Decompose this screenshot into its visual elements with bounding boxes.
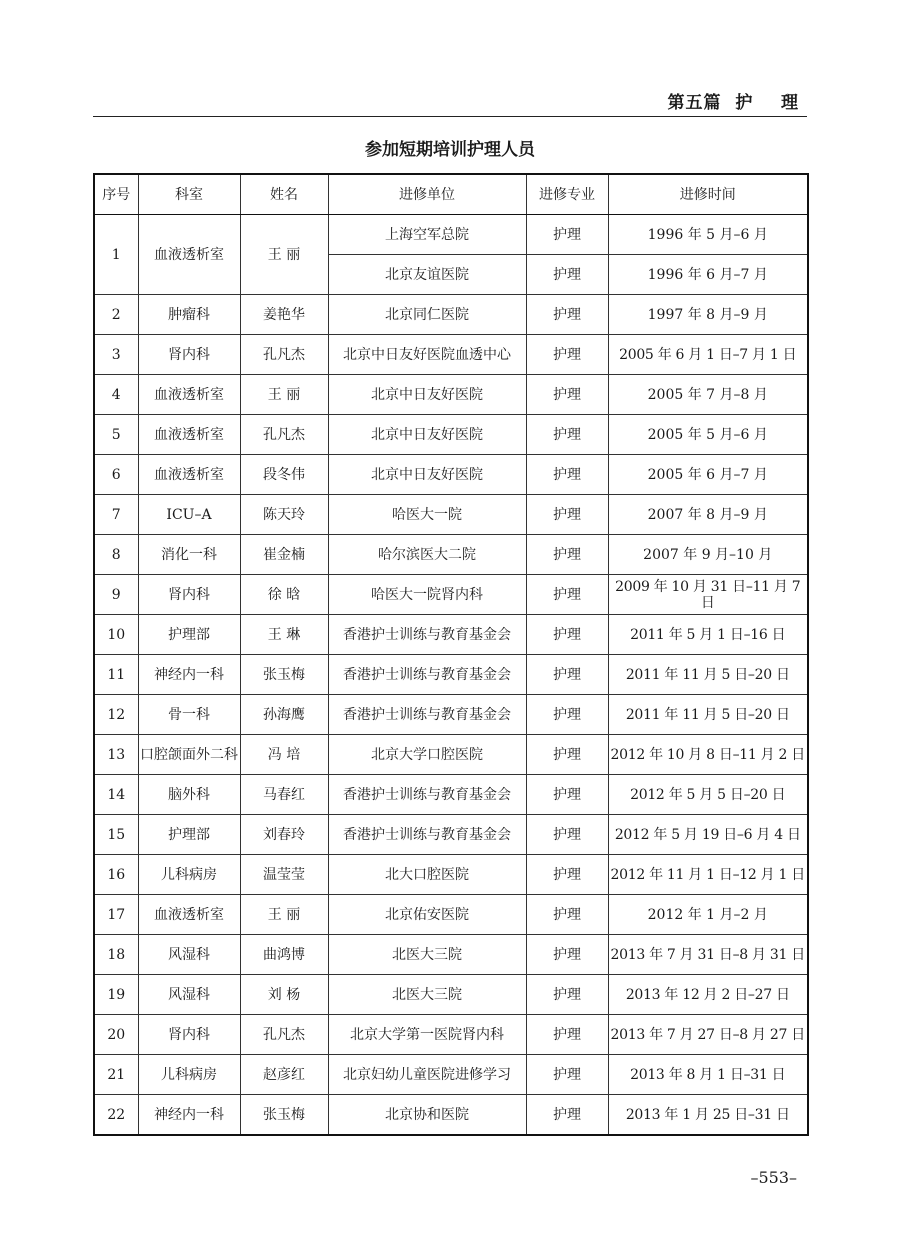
cell-name: 王 丽 xyxy=(240,215,328,295)
cell-unit: 北京友谊医院 xyxy=(328,255,526,295)
cell-number: 21 xyxy=(94,1055,138,1095)
cell-unit: 香港护士训练与教育基金会 xyxy=(328,775,526,815)
table-row xyxy=(94,775,808,815)
table-row xyxy=(94,415,808,455)
cell-major: 护理 xyxy=(526,735,608,775)
cell-number: 14 xyxy=(94,775,138,815)
cell-time: 2013 年 7 月 27 日–8 月 27 日 xyxy=(608,1015,808,1055)
cell-number: 3 xyxy=(94,335,138,375)
cell-unit: 香港护士训练与教育基金会 xyxy=(328,815,526,855)
cell-major: 护理 xyxy=(526,1015,608,1055)
cell-time: 2009 年 10 月 31 日–11 月 7 日 xyxy=(608,575,808,615)
table-row xyxy=(94,1015,808,1055)
table-row xyxy=(94,215,808,255)
cell-unit: 哈医大一院肾内科 xyxy=(328,575,526,615)
cell-time: 2005 年 6 月–7 月 xyxy=(608,455,808,495)
cell-major: 护理 xyxy=(526,415,608,455)
cell-number: 15 xyxy=(94,815,138,855)
column-header: 姓名 xyxy=(240,174,328,215)
running-head xyxy=(93,88,807,114)
cell-name: 姜艳华 xyxy=(240,295,328,335)
cell-time: 1996 年 5 月–6 月 xyxy=(608,215,808,255)
cell-major: 护理 xyxy=(526,775,608,815)
cell-unit: 北京中日友好医院血透中心 xyxy=(328,335,526,375)
cell-number: 20 xyxy=(94,1015,138,1055)
training-table xyxy=(93,173,809,1136)
table-row xyxy=(94,975,808,1015)
cell-name: 温莹莹 xyxy=(240,855,328,895)
cell-name: 赵彦红 xyxy=(240,1055,328,1095)
table-row xyxy=(94,335,808,375)
cell-department: 护理部 xyxy=(138,615,240,655)
cell-number: 19 xyxy=(94,975,138,1015)
cell-department: 肾内科 xyxy=(138,575,240,615)
table-row xyxy=(94,455,808,495)
cell-name: 王 丽 xyxy=(240,375,328,415)
header-rule xyxy=(93,116,807,117)
table-row xyxy=(94,295,808,335)
cell-unit: 北京同仁医院 xyxy=(328,295,526,335)
cell-time: 2012 年 1 月–2 月 xyxy=(608,895,808,935)
cell-department: 血液透析室 xyxy=(138,455,240,495)
cell-name: 马春红 xyxy=(240,775,328,815)
cell-department: 护理部 xyxy=(138,815,240,855)
cell-major: 护理 xyxy=(526,495,608,535)
cell-major: 护理 xyxy=(526,655,608,695)
cell-department: 神经内一科 xyxy=(138,1095,240,1136)
table-row xyxy=(94,575,808,615)
cell-name: 张玉梅 xyxy=(240,655,328,695)
table-title: 参加短期培训护理人员 xyxy=(365,140,535,160)
cell-number: 7 xyxy=(94,495,138,535)
cell-unit: 香港护士训练与教育基金会 xyxy=(328,615,526,655)
cell-unit: 北京大学口腔医院 xyxy=(328,735,526,775)
cell-department: 血液透析室 xyxy=(138,895,240,935)
cell-time: 2012 年 11 月 1 日–12 月 1 日 xyxy=(608,855,808,895)
cell-department: 肿瘤科 xyxy=(138,295,240,335)
table-row xyxy=(94,815,808,855)
cell-major: 护理 xyxy=(526,935,608,975)
cell-department: 肾内科 xyxy=(138,1015,240,1055)
cell-name: 孔凡杰 xyxy=(240,415,328,455)
table-row xyxy=(94,895,808,935)
table-row xyxy=(94,735,808,775)
cell-time: 2007 年 9 月–10 月 xyxy=(608,535,808,575)
cell-name: 王 丽 xyxy=(240,895,328,935)
cell-major: 护理 xyxy=(526,895,608,935)
cell-name: 孙海鹰 xyxy=(240,695,328,735)
table-row xyxy=(94,855,808,895)
cell-number: 9 xyxy=(94,575,138,615)
cell-time: 2013 年 8 月 1 日–31 日 xyxy=(608,1055,808,1095)
cell-unit: 北京佑安医院 xyxy=(328,895,526,935)
cell-major: 护理 xyxy=(526,535,608,575)
cell-time: 2005 年 7 月–8 月 xyxy=(608,375,808,415)
cell-time: 2011 年 11 月 5 日–20 日 xyxy=(608,655,808,695)
cell-department: 骨一科 xyxy=(138,695,240,735)
cell-department: 口腔颌面外二科 xyxy=(138,735,240,775)
cell-unit: 香港护士训练与教育基金会 xyxy=(328,695,526,735)
cell-name: 孔凡杰 xyxy=(240,335,328,375)
table-row xyxy=(94,615,808,655)
column-header: 进修单位 xyxy=(328,174,526,215)
cell-unit: 北医大三院 xyxy=(328,975,526,1015)
table-row xyxy=(94,495,808,535)
cell-unit: 北京中日友好医院 xyxy=(328,415,526,455)
cell-major: 护理 xyxy=(526,815,608,855)
cell-time: 1997 年 8 月–9 月 xyxy=(608,295,808,335)
page-number: –553– xyxy=(750,1168,797,1187)
cell-time: 2013 年 12 月 2 日–27 日 xyxy=(608,975,808,1015)
table-row xyxy=(94,695,808,735)
cell-number: 22 xyxy=(94,1095,138,1136)
cell-name: 段冬伟 xyxy=(240,455,328,495)
cell-major: 护理 xyxy=(526,335,608,375)
cell-number: 10 xyxy=(94,615,138,655)
cell-unit: 北医大三院 xyxy=(328,935,526,975)
cell-time: 2012 年 10 月 8 日–11 月 2 日 xyxy=(608,735,808,775)
cell-major: 护理 xyxy=(526,855,608,895)
cell-unit: 哈尔滨医大二院 xyxy=(328,535,526,575)
cell-department: 血液透析室 xyxy=(138,415,240,455)
column-header: 进修时间 xyxy=(608,174,808,215)
cell-time: 1996 年 6 月–7 月 xyxy=(608,255,808,295)
cell-time: 2013 年 7 月 31 日–8 月 31 日 xyxy=(608,935,808,975)
cell-number: 5 xyxy=(94,415,138,455)
cell-number: 6 xyxy=(94,455,138,495)
cell-time: 2005 年 5 月–6 月 xyxy=(608,415,808,455)
cell-major: 护理 xyxy=(526,215,608,255)
cell-major: 护理 xyxy=(526,1055,608,1095)
table-row xyxy=(94,935,808,975)
cell-unit: 北京协和医院 xyxy=(328,1095,526,1136)
cell-unit: 北京中日友好医院 xyxy=(328,455,526,495)
table-row xyxy=(94,1055,808,1095)
cell-number: 1 xyxy=(94,215,138,295)
cell-name: 徐 晗 xyxy=(240,575,328,615)
cell-unit: 北京大学第一医院肾内科 xyxy=(328,1015,526,1055)
cell-time: 2012 年 5 月 19 日–6 月 4 日 xyxy=(608,815,808,855)
cell-major: 护理 xyxy=(526,695,608,735)
cell-major: 护理 xyxy=(526,295,608,335)
cell-time: 2011 年 11 月 5 日–20 日 xyxy=(608,695,808,735)
table-row xyxy=(94,1095,808,1136)
cell-department: 儿科病房 xyxy=(138,1055,240,1095)
cell-major: 护理 xyxy=(526,975,608,1015)
cell-department: 神经内一科 xyxy=(138,655,240,695)
cell-name: 冯 培 xyxy=(240,735,328,775)
section-title: 第五篇 护 理 xyxy=(667,93,799,113)
cell-number: 17 xyxy=(94,895,138,935)
cell-time: 2005 年 6 月 1 日–7 月 1 日 xyxy=(608,335,808,375)
cell-department: 消化一科 xyxy=(138,535,240,575)
cell-department: 血液透析室 xyxy=(138,375,240,415)
cell-major: 护理 xyxy=(526,455,608,495)
cell-time: 2012 年 5 月 5 日–20 日 xyxy=(608,775,808,815)
cell-unit: 哈医大一院 xyxy=(328,495,526,535)
table-row xyxy=(94,535,808,575)
cell-number: 13 xyxy=(94,735,138,775)
cell-name: 曲鸿博 xyxy=(240,935,328,975)
column-header: 进修专业 xyxy=(526,174,608,215)
cell-name: 孔凡杰 xyxy=(240,1015,328,1055)
cell-name: 崔金楠 xyxy=(240,535,328,575)
cell-number: 8 xyxy=(94,535,138,575)
cell-major: 护理 xyxy=(526,575,608,615)
cell-major: 护理 xyxy=(526,615,608,655)
cell-department: 风湿科 xyxy=(138,935,240,975)
cell-name: 陈天玲 xyxy=(240,495,328,535)
cell-department: 风湿科 xyxy=(138,975,240,1015)
cell-department: ICU–A xyxy=(138,495,240,535)
column-header: 科室 xyxy=(138,174,240,215)
cell-department: 血液透析室 xyxy=(138,215,240,295)
cell-unit: 北京中日友好医院 xyxy=(328,375,526,415)
cell-unit: 香港护士训练与教育基金会 xyxy=(328,655,526,695)
cell-time: 2011 年 5 月 1 日–16 日 xyxy=(608,615,808,655)
table-header-row xyxy=(94,174,808,215)
table-row xyxy=(94,375,808,415)
cell-major: 护理 xyxy=(526,1095,608,1136)
cell-major: 护理 xyxy=(526,375,608,415)
cell-unit: 北京妇幼儿童医院进修学习 xyxy=(328,1055,526,1095)
cell-unit: 北大口腔医院 xyxy=(328,855,526,895)
cell-number: 18 xyxy=(94,935,138,975)
cell-time: 2013 年 1 月 25 日–31 日 xyxy=(608,1095,808,1136)
cell-number: 4 xyxy=(94,375,138,415)
cell-name: 刘春玲 xyxy=(240,815,328,855)
cell-number: 12 xyxy=(94,695,138,735)
cell-unit: 上海空军总院 xyxy=(328,215,526,255)
cell-department: 脑外科 xyxy=(138,775,240,815)
cell-number: 2 xyxy=(94,295,138,335)
cell-name: 刘 杨 xyxy=(240,975,328,1015)
cell-name: 王 琳 xyxy=(240,615,328,655)
table-row xyxy=(94,655,808,695)
cell-time: 2007 年 8 月–9 月 xyxy=(608,495,808,535)
cell-number: 16 xyxy=(94,855,138,895)
column-header: 序号 xyxy=(94,174,138,215)
cell-department: 肾内科 xyxy=(138,335,240,375)
cell-number: 11 xyxy=(94,655,138,695)
cell-department: 儿科病房 xyxy=(138,855,240,895)
cell-name: 张玉梅 xyxy=(240,1095,328,1136)
cell-major: 护理 xyxy=(526,255,608,295)
